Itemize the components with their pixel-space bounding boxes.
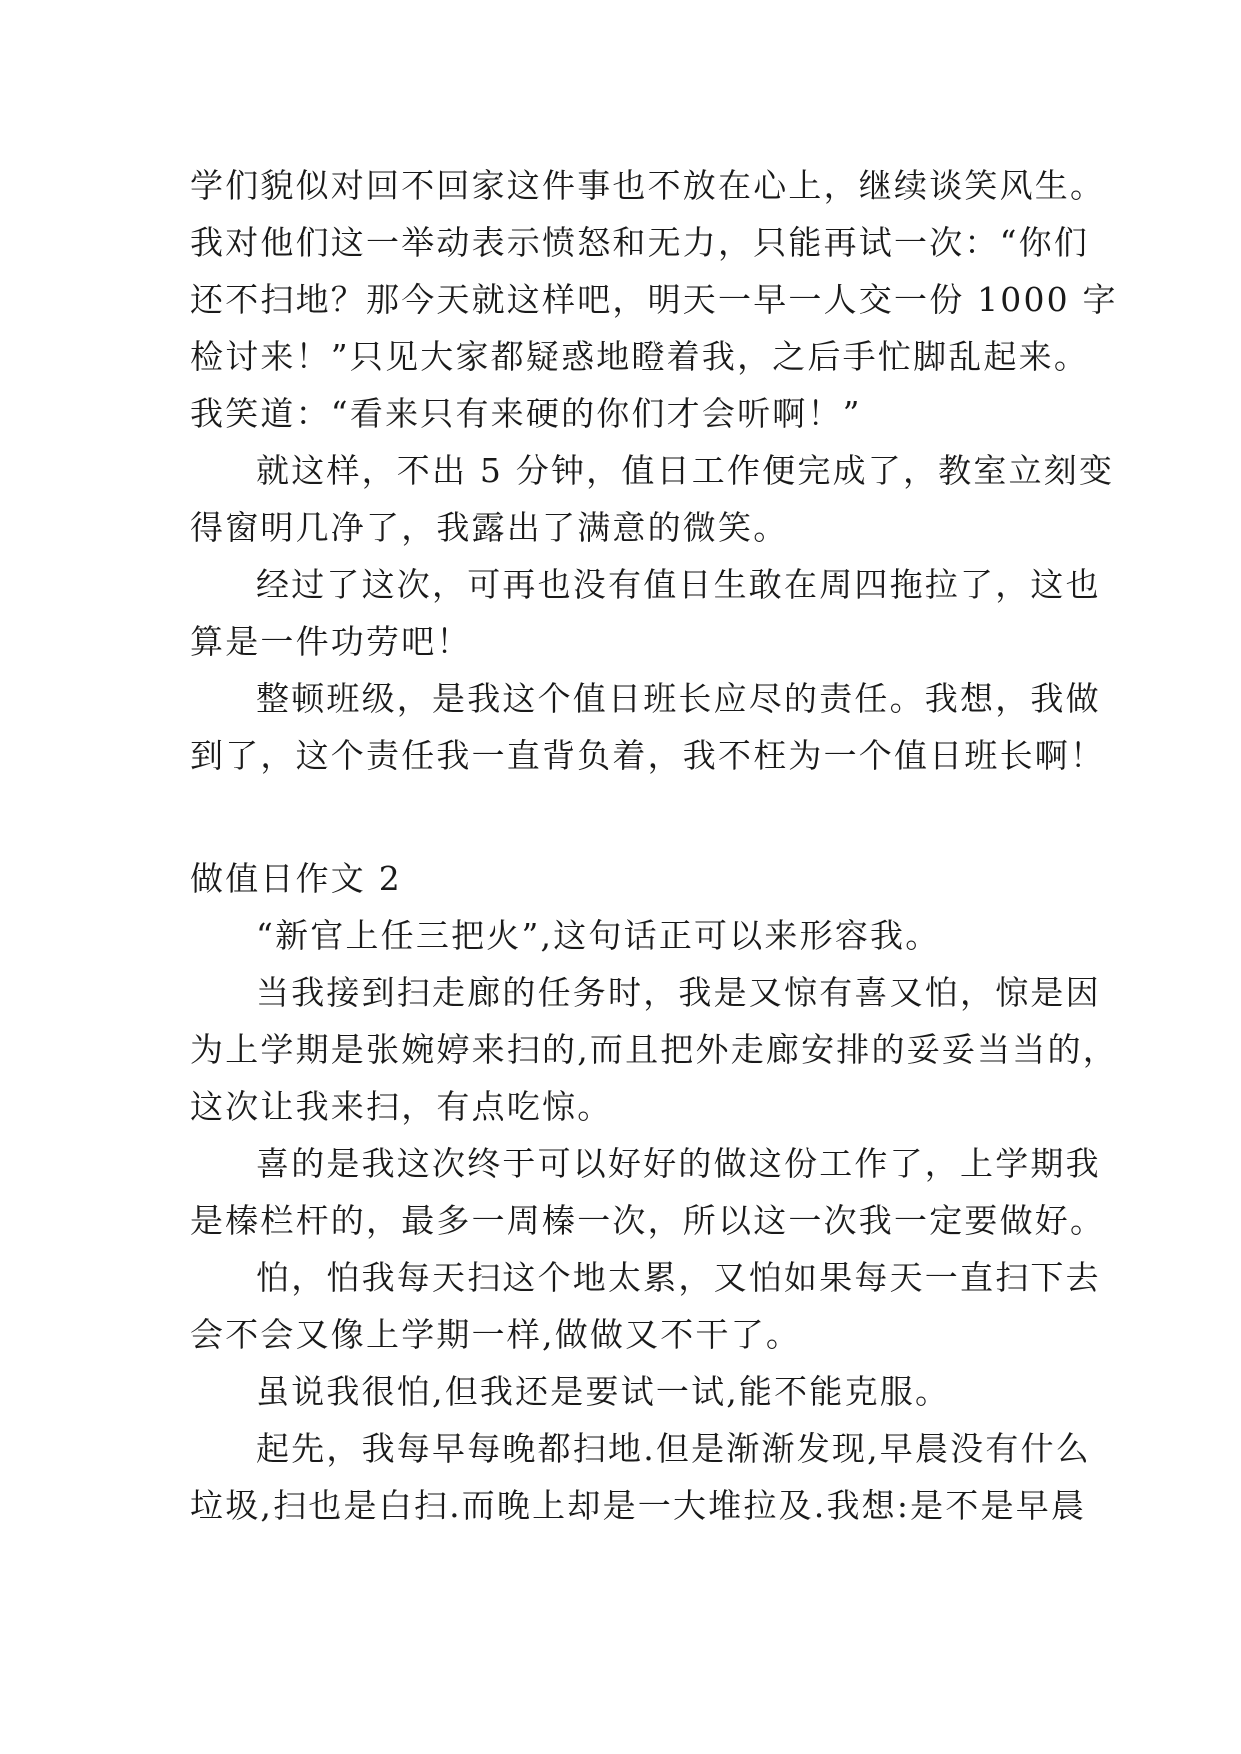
paragraph-first-line: 虽说我很怕,但我还是要试一试,能不能克服。 <box>256 1372 951 1411</box>
text-line: 检讨来！”只见大家都疑惑地瞪着我，之后手忙脚乱起来。 <box>190 337 1090 376</box>
text-line: 还不扫地？那今天就这样吧，明天一早一人交一份 1000 字 <box>190 280 1118 319</box>
text-line: 垃圾,扫也是白扫.而晚上却是一大堆拉及.我想:是不是早晨 <box>190 1486 1087 1525</box>
paragraph-first-line: 起先，我每早每晚都扫地.但是渐渐发现,早晨没有什么 <box>256 1429 1091 1468</box>
paragraph-first-line: 当我接到扫走廊的任务时，我是又惊有喜又怕，惊是因 <box>256 973 1101 1012</box>
text-line: 会不会又像上学期一样,做做又不干了。 <box>190 1315 802 1354</box>
text-line: 到了，这个责任我一直背负着，我不枉为一个值日班长啊！ <box>190 736 1106 775</box>
paragraph-first-line: 怕，怕我每天扫这个地太累，又怕如果每天一直扫下去 <box>256 1258 1101 1297</box>
paragraph-first-line: “新官上任三把火”,这句话正可以来形容我。 <box>256 916 941 955</box>
paragraph-first-line: 经过了这次，可再也没有值日生敢在周四拖拉了，这也 <box>256 565 1101 604</box>
text-line: 为上学期是张婉婷来扫的,而且把外走廊安排的妥妥当当的， <box>190 1030 1118 1069</box>
text-line: 得窗明几净了，我露出了满意的微笑。 <box>190 508 789 547</box>
text-line: 我笑道：“看来只有来硬的你们才会听啊！” <box>190 394 862 433</box>
text-line: 算是一件功劳吧！ <box>190 622 472 661</box>
section-heading: 做值日作文 2 <box>190 859 402 898</box>
text-line: 这次让我来扫，有点吃惊。 <box>190 1087 613 1126</box>
text-line: 是榛栏杆的，最多一周榛一次，所以这一次我一定要做好。 <box>190 1201 1106 1240</box>
text-line: 学们貌似对回不回家这件事也不放在心上，继续谈笑风生。 <box>190 166 1106 205</box>
paragraph-first-line: 整顿班级，是我这个值日班长应尽的责任。我想，我做 <box>256 679 1101 718</box>
text-line: 我对他们这一举动表示愤怒和无力，只能再试一次：“你们 <box>190 223 1090 262</box>
paragraph-first-line: 喜的是我这次终于可以好好的做这份工作了，上学期我 <box>256 1144 1101 1183</box>
paragraph-first-line: 就这样，不出 5 分钟，值日工作便完成了，教室立刻变 <box>256 451 1115 490</box>
